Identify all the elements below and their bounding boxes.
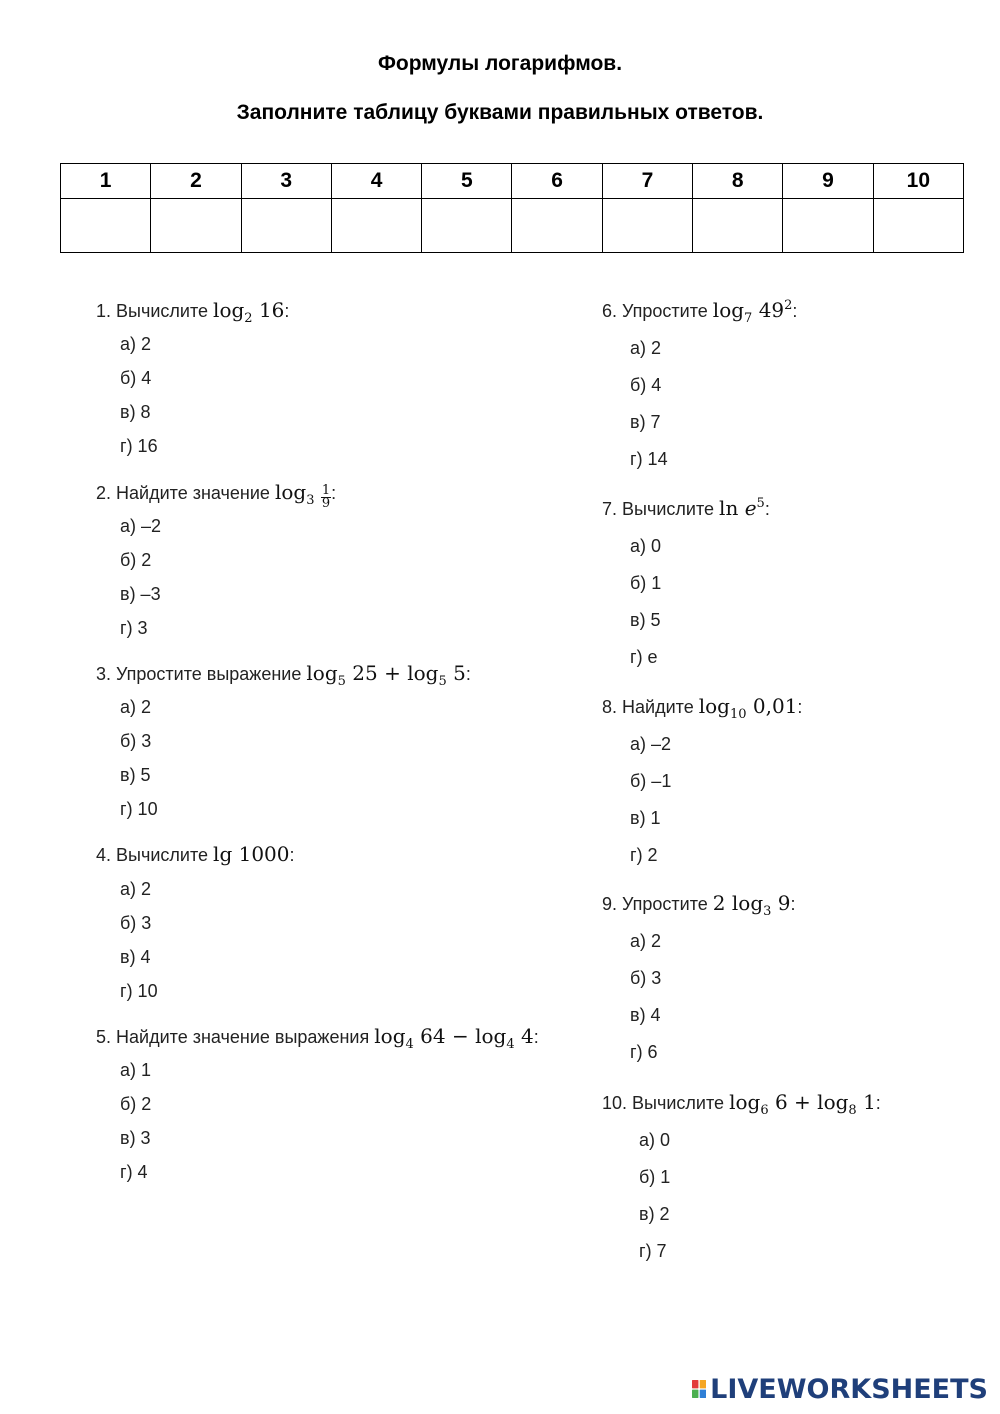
option-c[interactable]: в) 4: [120, 947, 151, 967]
option-c[interactable]: в) 2: [639, 1204, 670, 1224]
option-d[interactable]: г) 4: [120, 1162, 148, 1182]
question-suffix: :: [465, 664, 471, 684]
option-a[interactable]: а) 1: [120, 1060, 152, 1080]
option-b[interactable]: б) 4: [630, 375, 662, 395]
question-text: Найдите: [622, 697, 694, 717]
answer-header-3: 3: [241, 164, 331, 199]
option-b[interactable]: б) 2: [120, 550, 152, 570]
answer-header-10: 10: [873, 164, 963, 199]
question-suffix: :: [289, 845, 295, 865]
question-number: 2.: [96, 483, 112, 503]
answer-cell-8[interactable]: [693, 199, 783, 253]
answer-header-6: 6: [512, 164, 602, 199]
question-number: 8.: [602, 697, 618, 717]
question-1: [96, 298, 290, 456]
option-b[interactable]: б) 3: [120, 913, 152, 933]
option-d[interactable]: г) 10: [120, 799, 158, 819]
answer-header-9: 9: [783, 164, 873, 199]
option-d[interactable]: г) 2: [630, 845, 658, 865]
answer-header-5: 5: [422, 164, 512, 199]
option-c[interactable]: в) 4: [630, 1005, 661, 1025]
question-suffix: :: [792, 301, 798, 321]
option-a[interactable]: а) 2: [630, 338, 662, 358]
liveworksheets-brand: LIVEWORKSHEETS: [710, 1373, 988, 1405]
option-a[interactable]: а) 0: [639, 1130, 671, 1150]
question-suffix: :: [331, 483, 337, 503]
question-text: Упростите выражение: [116, 664, 302, 684]
math-expression: $\log_7 49^2$: [712, 298, 793, 326]
option-b[interactable]: б) 3: [120, 731, 152, 751]
option-d[interactable]: г) 7: [639, 1241, 667, 1261]
answer-header-2: 2: [151, 164, 241, 199]
answer-table: [60, 163, 964, 253]
math-expression: $\log_2 16$: [213, 298, 285, 326]
option-b[interactable]: б) –1: [630, 771, 672, 791]
answer-cell-6[interactable]: [512, 199, 602, 253]
answer-header-4: 4: [331, 164, 421, 199]
question-2: [96, 480, 337, 638]
answer-cell-2[interactable]: [151, 199, 241, 253]
option-c[interactable]: в) 1: [630, 808, 661, 828]
question-3-stem: [96, 661, 471, 689]
option-a[interactable]: а) 2: [120, 879, 152, 899]
option-c[interactable]: в) 3: [120, 1128, 151, 1148]
question-number: 4.: [96, 845, 112, 865]
math-expression: lg 1000: [213, 842, 290, 866]
answer-cell-9[interactable]: [783, 199, 873, 253]
page-title: Формулы логарифмов.: [377, 52, 623, 75]
question-text: Найдите значение: [116, 483, 270, 503]
fraction: $\frac{1}{9}$: [321, 483, 331, 511]
question-number: 5.: [96, 1027, 112, 1047]
question-suffix: :: [790, 894, 796, 914]
question-7: [602, 496, 770, 667]
answer-header-8: 8: [693, 164, 783, 199]
question-9: [602, 891, 796, 1062]
question-5-stem: [96, 1024, 539, 1052]
question-text: Вычислите: [622, 499, 715, 519]
question-9-stem: [602, 891, 796, 919]
math-expression: $\log_6 6 + \log_8 1$: [729, 1090, 876, 1118]
question-number: 9.: [602, 894, 618, 914]
question-text: Упростите: [622, 301, 708, 321]
liveworksheets-logo: [692, 1371, 988, 1407]
math-expression: 2 $\log_3 9$: [712, 891, 791, 919]
option-a[interactable]: а) 2: [120, 334, 152, 354]
answer-header-1: 1: [61, 164, 151, 199]
question-suffix: :: [797, 697, 803, 717]
answer-cell-3[interactable]: [241, 199, 331, 253]
question-suffix: :: [764, 499, 770, 519]
math-expression: $\log_{10} 0,01$: [698, 694, 798, 722]
answer-cell-7[interactable]: [602, 199, 692, 253]
question-1-stem: [96, 298, 290, 326]
option-a[interactable]: а) 2: [120, 697, 152, 717]
question-5: [96, 1024, 539, 1182]
answer-header-7: 7: [602, 164, 692, 199]
question-8-stem: [602, 694, 803, 722]
question-text: Упростите: [622, 894, 708, 914]
option-a[interactable]: а) –2: [120, 516, 162, 536]
answer-cell-10[interactable]: [873, 199, 963, 253]
math-expression: $\log_5 25 + \log_5 5$: [306, 661, 466, 689]
question-7-stem: [602, 496, 770, 521]
answer-table-input-row: [61, 199, 964, 253]
question-number: 3.: [96, 664, 112, 684]
option-b[interactable]: б) 2: [120, 1094, 152, 1114]
question-4-stem: [96, 842, 295, 867]
question-number: 1.: [96, 301, 112, 321]
option-c[interactable]: в) 8: [120, 402, 151, 422]
question-4: [96, 842, 295, 1001]
option-a[interactable]: а) 0: [630, 536, 662, 556]
option-d[interactable]: г) 14: [630, 449, 668, 469]
option-b[interactable]: б) 4: [120, 368, 152, 388]
option-d[interactable]: г) 16: [120, 436, 158, 456]
option-b[interactable]: б) 1: [639, 1167, 671, 1187]
liveworksheets-logo-icon: [692, 1375, 706, 1403]
option-c[interactable]: в) 5: [630, 610, 661, 630]
math-expression: $\log_4 64 - \log_4 4$: [374, 1024, 534, 1052]
question-2-stem: [96, 480, 336, 510]
option-c[interactable]: в) –3: [120, 584, 161, 604]
math-expression: $\ln e^5$: [719, 496, 765, 520]
option-c[interactable]: в) 7: [630, 412, 661, 432]
option-d[interactable]: г) e: [630, 647, 658, 667]
option-b[interactable]: б) 1: [630, 573, 662, 593]
question-6: [602, 298, 798, 469]
question-10: [602, 1090, 881, 1261]
question-suffix: :: [533, 1027, 539, 1047]
question-suffix: :: [284, 301, 290, 321]
option-a[interactable]: а) –2: [630, 734, 672, 754]
option-d[interactable]: г) 3: [120, 618, 148, 638]
answer-cell-1[interactable]: [61, 199, 151, 253]
answer-table-header-row: [61, 164, 964, 199]
answer-cell-5[interactable]: [422, 199, 512, 253]
question-number: 6.: [602, 301, 618, 321]
question-text: Найдите значение выражения: [116, 1027, 370, 1047]
math-expression: $\log_3$ $\frac{1}{9}$: [274, 480, 331, 511]
option-d[interactable]: г) 6: [630, 1042, 658, 1062]
question-3: [96, 661, 471, 819]
question-number: 7.: [602, 499, 618, 519]
question-6-stem: [602, 298, 798, 326]
question-suffix: :: [875, 1093, 881, 1113]
option-a[interactable]: а) 2: [630, 931, 662, 951]
option-c[interactable]: в) 5: [120, 765, 151, 785]
answer-cell-4[interactable]: [331, 199, 421, 253]
option-b[interactable]: б) 3: [630, 968, 662, 988]
question-number: 10.: [602, 1093, 628, 1113]
question-8: [602, 694, 803, 865]
page-subtitle: Заполните таблицу буквами правильных ответов.: [236, 101, 764, 124]
option-d[interactable]: г) 10: [120, 981, 158, 1001]
question-text: Вычислите: [116, 845, 209, 865]
question-text: Вычислите: [116, 301, 209, 321]
question-10-stem: [602, 1090, 881, 1118]
question-text: Вычислите: [632, 1093, 725, 1113]
